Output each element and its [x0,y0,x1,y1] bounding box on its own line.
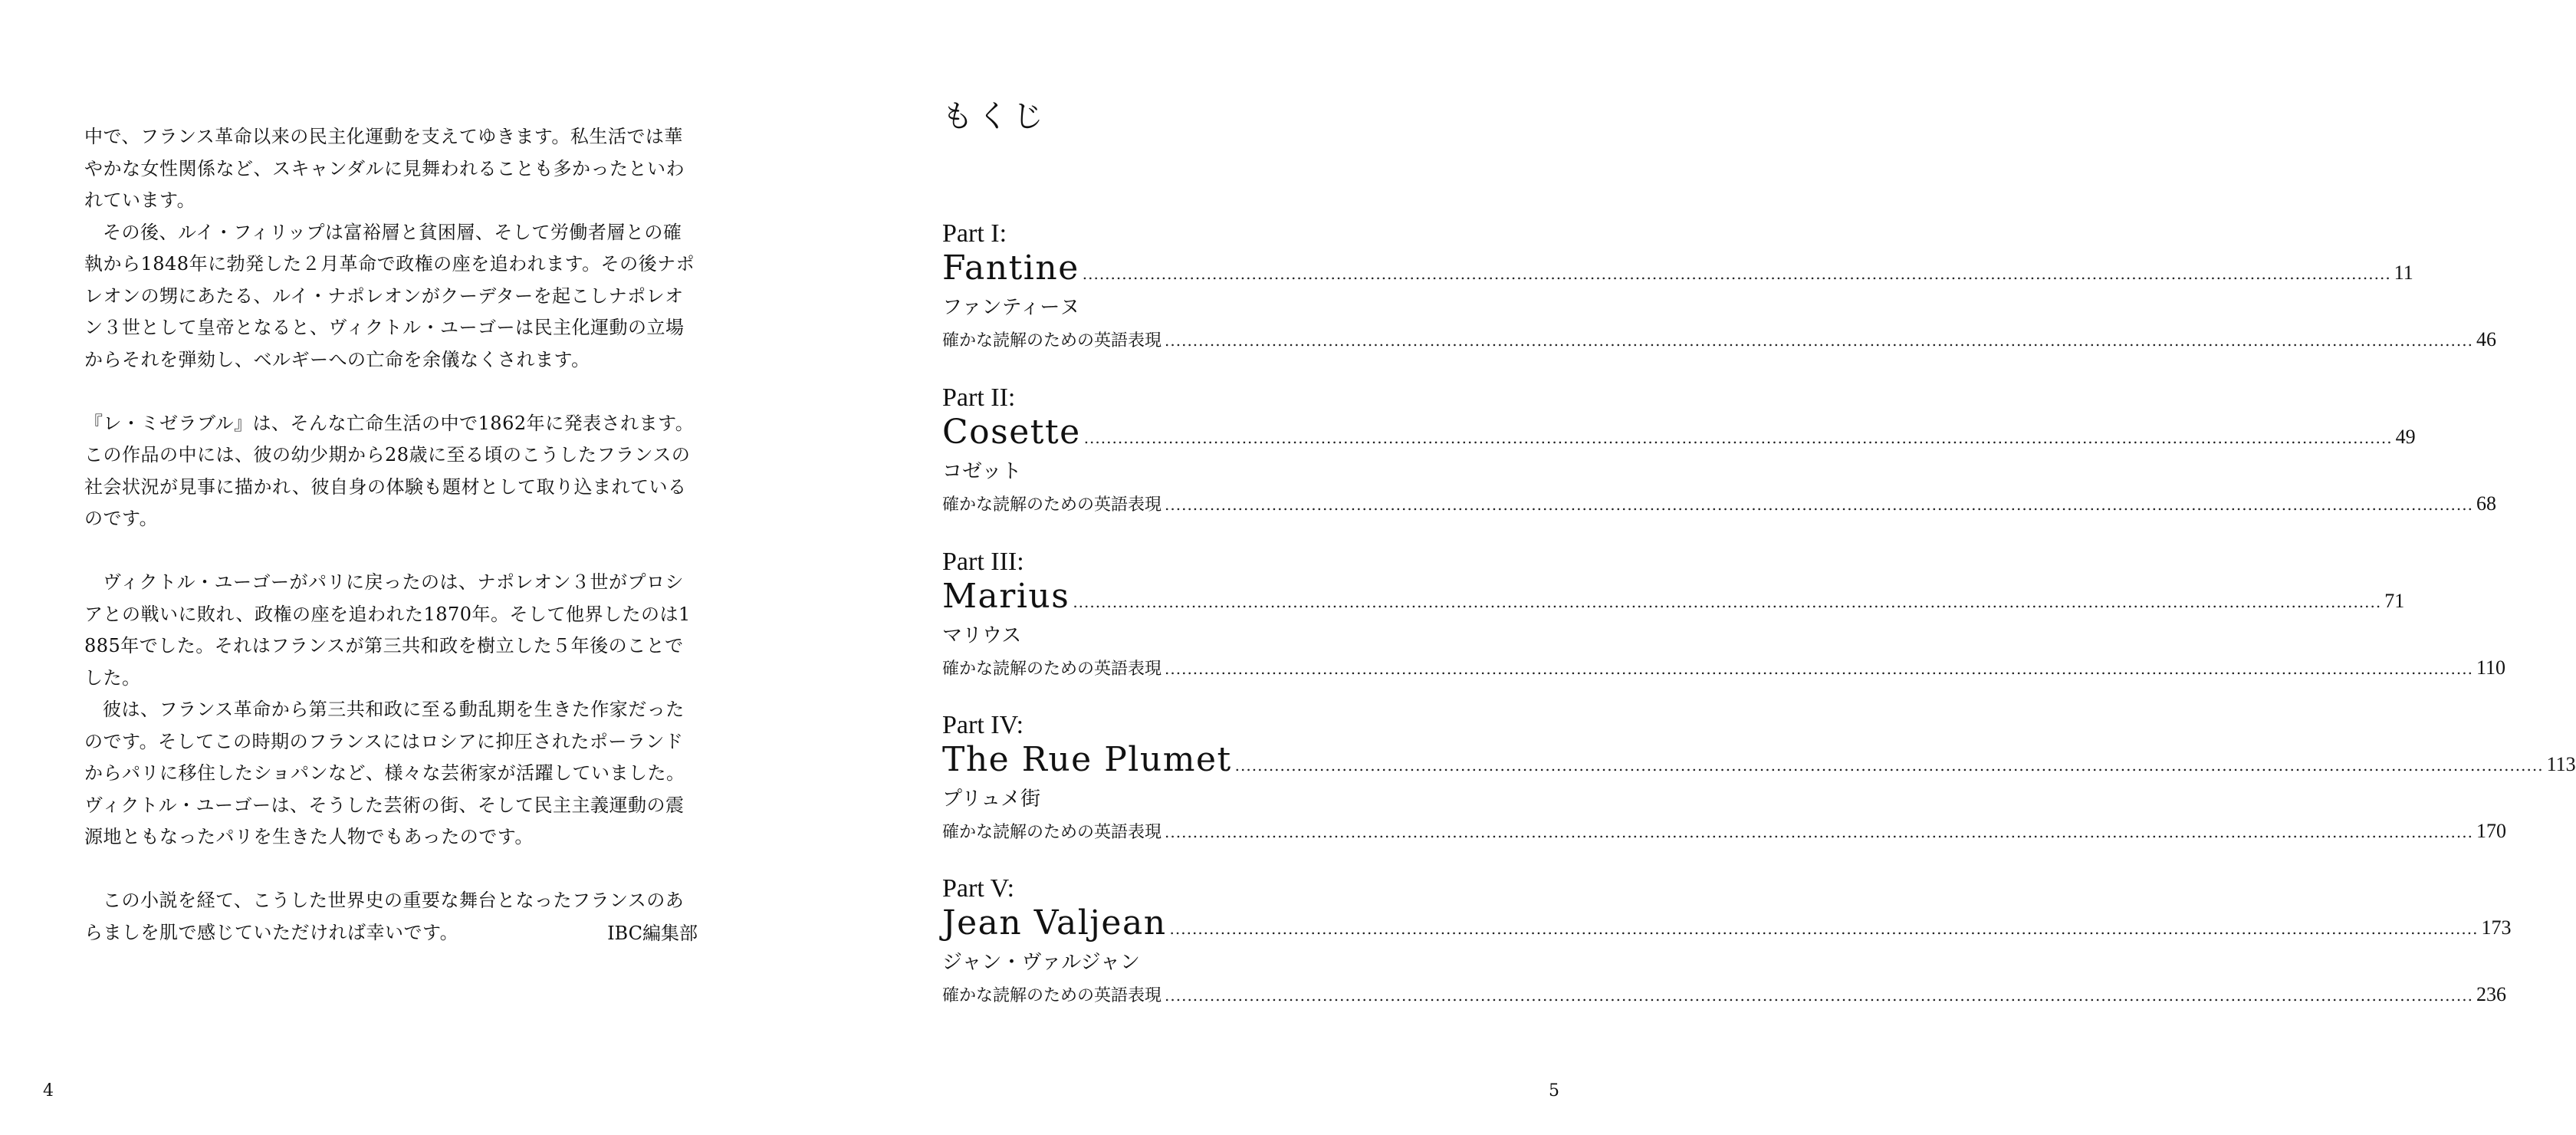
part-page-number: 113 [2546,753,2576,775]
toc-subentry[interactable] [942,492,2496,522]
subsection-title: 確かな読解のための英語表現 [942,660,1162,679]
left-page [0,0,797,1135]
dot-leader: ........................................................................................................................................................................................................................................ [1169,920,2479,938]
dot-leader: ........................................................................................................................................................................................................................................ [1082,265,2391,283]
toc-entry[interactable] [942,413,2416,453]
toc-entry[interactable] [942,248,2413,289]
dot-leader: ........................................................................................................................................................................................................................................ [1165,660,2473,678]
toc-entry[interactable] [942,577,2405,617]
paragraph: 彼は、フランス革命から第三共和政に至る動乱期を生きた作家だったのです。そしてこの時期のフランスにはロシアに抑圧されたポーランドからパリに移住したショパンなど、様々な芸術家が活躍していました。ヴィクトル・ユーゴーは、そうした芸術の街、そして民主主義運動の震源地ともなったパリを生きた人物でもあったのです。 [84,699,685,847]
paragraph: その後、ルイ・フィリップは富裕層と貧困層、そして労働者層との確執から1848年に勃発した２月革命で政権の座を追われます。その後ナポレオンの甥にあたる、ルイ・ナポレオンがクーデターを起こしナポレオン３世として皇帝となると、ヴィクトル・ユーゴーは民主化運動の立場からそれを弾劾し、ベルギーへの亡命を余儀なくされます。 [84,221,695,370]
subsection-title: 確かな読解のための英語表現 [942,986,1162,1005]
toc-part[interactable] [942,873,2512,1013]
subsection-page-number: 68 [2476,492,2496,515]
toc-subentry[interactable] [942,656,2505,686]
part-page-number: 173 [2481,916,2512,939]
part-japanese-title: プリュメ街 [942,788,1041,811]
paragraph: ヴィクトル・ユーゴーがパリに戻ったのは、ナポレオン３世がプロシアとの戦いに敗れ、政権の座を追われた1870年。そして他界したのは1885年でした。それはフランスが第三共和政を樹立した５年後のことでした。 [84,571,691,689]
subsection-page-number: 236 [2476,983,2506,1005]
part-title: Fantine [942,248,1079,288]
subsection-title: 確かな読解のための英語表現 [942,495,1162,515]
subsection-title: 確かな読解のための英語表現 [942,331,1162,350]
toc-subentry[interactable] [942,982,2506,1013]
afterword-body [84,121,698,949]
dot-leader: ........................................................................................................................................................................................................................................ [1165,823,2473,841]
part-japanese-title: ファンティーヌ [942,296,1080,319]
toc-title: もくじ [942,99,1048,134]
part-japanese-title: コゼット [942,460,1022,483]
page-number: 4 [43,1081,54,1100]
paragraph-gap [84,535,698,568]
part-title: Cosette [942,413,1081,452]
dot-leader: ........................................................................................................................................................................................................................................ [1083,429,2393,447]
paragraph-gap [84,376,698,408]
paragraph-gap [84,854,698,886]
right-page [797,0,2576,1135]
toc-subentry[interactable] [942,327,2496,358]
toc-entry[interactable] [942,740,2576,781]
toc-entry[interactable] [942,903,2512,944]
part-japanese-title: マリウス [942,624,1022,647]
paragraph: 『レ・ミゼラブル』は、そんな亡命生活の中で1862年に発表されます。この作品の中には、彼の幼少期から28歳に至る頃のこうしたフランスの社会状況が見事に描かれ、彼自身の体験も題材として取り込まれているのです。 [84,412,695,529]
toc-part[interactable] [942,219,2496,358]
paragraph: 中で、フランス革命以来の民主化運動を支えてゆきます。私生活では華やかな女性関係など、スキャンダルに見舞われることも多かったといわれています。 [84,126,685,211]
subsection-page-number: 110 [2476,656,2505,679]
subsection-page-number: 46 [2476,328,2496,350]
part-label: Part III: [942,548,1024,576]
subsection-title: 確かな読解のための英語表現 [942,823,1162,842]
dot-leader: ........................................................................................................................................................................................................................................ [1073,593,2382,611]
part-japanese-title: ジャン・ヴァルジャン [942,951,1141,974]
paragraph: この小説を経て、こうした世界史の重要な舞台となったフランスのあらましを肌で感じていただければ幸いです。 [84,890,685,943]
part-page-number: 11 [2394,262,2413,284]
subsection-page-number: 170 [2476,820,2506,842]
part-label: Part I: [942,219,1007,248]
page-number: 5 [1549,1081,1559,1100]
part-title: Marius [942,577,1070,616]
toc-part[interactable] [942,383,2496,522]
part-title: The Rue Plumet [942,740,1232,779]
toc-part[interactable] [942,710,2576,850]
toc-subentry[interactable] [942,819,2506,850]
dot-leader: ........................................................................................................................................................................................................................................ [1234,756,2544,775]
part-label: Part V: [942,874,1015,903]
dot-leader: ........................................................................................................................................................................................................................................ [1165,986,2473,1005]
part-page-number: 49 [2395,426,2416,448]
part-title: Jean Valjean [942,903,1167,943]
part-label: Part II: [942,383,1016,412]
dot-leader: ........................................................................................................................................................................................................................................ [1165,331,2473,350]
part-page-number: 71 [2384,590,2405,612]
signature: IBC編集部 [607,923,698,944]
dot-leader: ........................................................................................................................................................................................................................................ [1165,495,2473,514]
part-label: Part IV: [942,711,1024,739]
toc-part[interactable] [942,547,2505,686]
